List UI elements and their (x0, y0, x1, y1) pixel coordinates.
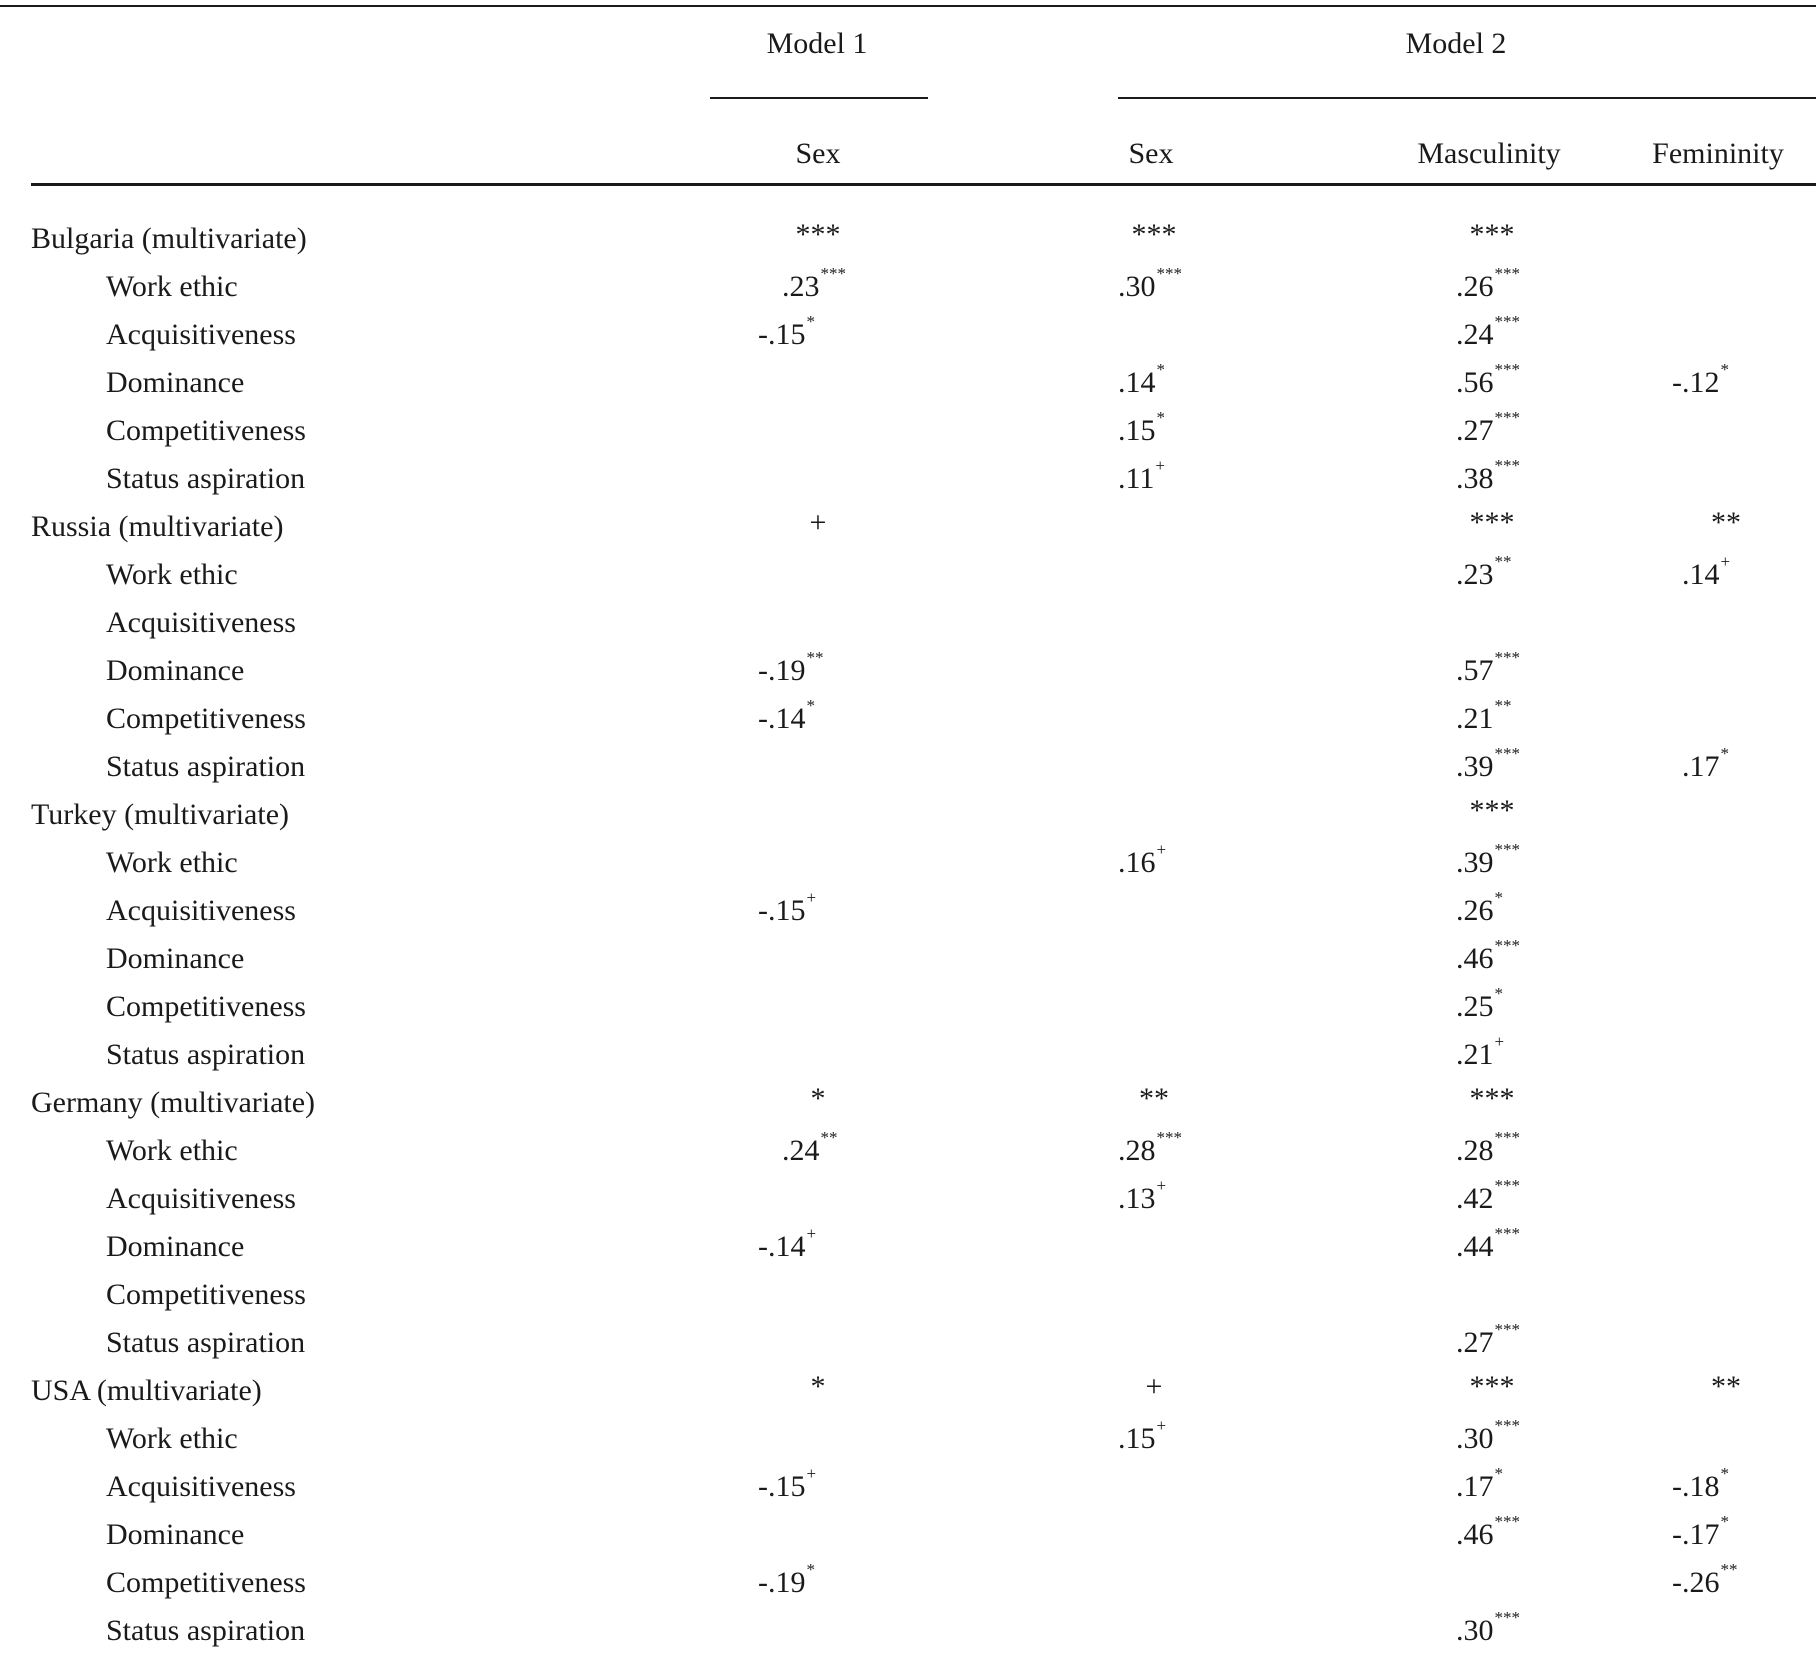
coefficient-cell (1456, 264, 1520, 305)
significance-marker: + (1155, 456, 1165, 475)
coefficient-cell (1456, 1176, 1520, 1217)
significance-marker: *** (1494, 1128, 1520, 1147)
row-label: Dominance (106, 1230, 245, 1263)
coefficient-value: .30 (1118, 270, 1156, 303)
group-significance: *** (795, 218, 841, 251)
row-label: Competitiveness (106, 414, 306, 447)
col-header-model2-sex: Sex (1128, 137, 1174, 170)
coefficient-cell (1118, 264, 1182, 305)
significance-marker: + (1156, 840, 1167, 859)
coefficient-value: -.15 (758, 1470, 806, 1503)
row-label: Competitiveness (106, 702, 306, 735)
row-label: Competitiveness (106, 1566, 306, 1599)
coefficient-value: .17 (1456, 1470, 1494, 1503)
significance-marker: * (1494, 888, 1503, 907)
significance-marker: *** (820, 264, 846, 283)
row-label: Status aspiration (106, 462, 306, 495)
coefficient-cell (1456, 456, 1520, 497)
coefficient-cell (1456, 888, 1503, 929)
significance-marker: *** (1494, 1416, 1520, 1435)
group-label: Germany (multivariate) (31, 1086, 316, 1119)
group-significance: *** (1131, 218, 1177, 251)
coefficient-cell (1456, 312, 1520, 353)
coefficient-value: -.14 (758, 1230, 806, 1263)
coefficient-value: .30 (1456, 1422, 1494, 1455)
coefficient-cell (758, 1464, 817, 1505)
group-significance: + (809, 506, 827, 539)
coefficient-value: .26 (1456, 894, 1494, 927)
row-label: Acquisitiveness (106, 894, 296, 927)
significance-marker: *** (1494, 312, 1520, 331)
coefficient-cell (758, 648, 824, 689)
row-label: Competitiveness (106, 1278, 306, 1311)
row-label: Dominance (106, 654, 245, 687)
coefficient-cell (1672, 1560, 1738, 1601)
coefficient-value: -.19 (758, 1566, 806, 1599)
significance-marker: *** (1494, 1608, 1520, 1627)
group-significance: *** (1469, 506, 1515, 539)
row-label: Dominance (106, 942, 245, 975)
significance-marker: * (806, 696, 815, 715)
row-label: Work ethic (106, 558, 238, 591)
significance-marker: *** (1156, 264, 1182, 283)
coefficient-value: .28 (1118, 1134, 1156, 1167)
significance-marker: *** (1494, 648, 1520, 667)
group-significance: ** (1139, 1082, 1169, 1115)
coefficient-value: -.18 (1672, 1470, 1720, 1503)
significance-marker: + (1156, 1176, 1167, 1195)
coefficient-value: .15 (1118, 1422, 1156, 1455)
significance-marker: *** (1494, 264, 1520, 283)
coefficient-value: .30 (1456, 1614, 1494, 1647)
significance-marker: + (806, 888, 817, 907)
coefficient-cell (1118, 840, 1167, 881)
coefficient-cell (1682, 552, 1731, 593)
coefficient-cell (1456, 696, 1512, 737)
coefficient-cell (1456, 1464, 1503, 1505)
row-label: Status aspiration (106, 1614, 306, 1647)
model1-underline (710, 97, 928, 99)
coefficient-value: .57 (1456, 654, 1494, 687)
coefficient-value: .27 (1456, 1326, 1494, 1359)
coefficient-value: .24 (782, 1134, 820, 1167)
row-label: Status aspiration (106, 750, 306, 783)
coefficient-value: .56 (1456, 366, 1494, 399)
coefficient-cell (1456, 552, 1512, 593)
group-label: Turkey (multivariate) (31, 798, 290, 831)
significance-marker: *** (1494, 456, 1520, 475)
coefficient-value: .24 (1456, 318, 1494, 351)
group-label: Bulgaria (multivariate) (31, 222, 307, 255)
coefficient-cell (758, 888, 817, 929)
model1-header: Model 1 (766, 27, 868, 60)
coefficient-cell (1118, 1176, 1167, 1217)
coefficient-cell (758, 1560, 815, 1601)
coefficient-cell (1456, 408, 1520, 449)
coefficient-value: -.26 (1672, 1566, 1720, 1599)
significance-marker: ** (820, 1128, 838, 1147)
coefficient-value: -.12 (1672, 366, 1720, 399)
coefficient-cell (782, 1128, 838, 1169)
coefficient-cell (1456, 1416, 1520, 1457)
coefficient-cell (1118, 360, 1165, 401)
row-label: Competitiveness (106, 990, 306, 1023)
coefficient-cell (1682, 744, 1729, 785)
significance-marker: * (1494, 1464, 1503, 1483)
group-significance: * (810, 1370, 826, 1403)
coefficient-cell (758, 1224, 817, 1265)
coefficient-value: .44 (1456, 1230, 1494, 1263)
significance-marker: + (1494, 1032, 1505, 1051)
row-label: Status aspiration (106, 1038, 306, 1071)
significance-marker: *** (1494, 408, 1520, 427)
group-label: Russia (multivariate) (31, 510, 284, 543)
coefficient-cell (1118, 1416, 1167, 1457)
coefficient-value: .27 (1456, 414, 1494, 447)
group-significance: *** (1469, 218, 1515, 251)
significance-marker: *** (1494, 840, 1520, 859)
group-significance: *** (1469, 1082, 1515, 1115)
row-label: Dominance (106, 1518, 245, 1551)
coefficient-value: .14 (1682, 558, 1720, 591)
coefficient-value: .46 (1456, 1518, 1494, 1551)
coefficient-cell (758, 696, 815, 737)
coefficient-cell (1456, 1032, 1505, 1073)
significance-marker: * (1720, 744, 1729, 763)
coefficient-value: .15 (1118, 414, 1156, 447)
coefficient-value: .21 (1456, 1038, 1494, 1071)
coefficient-value: -.15 (758, 894, 806, 927)
coefficient-value: .14 (1118, 366, 1156, 399)
coefficient-cell (1118, 456, 1165, 497)
top-rule (0, 5, 1816, 7)
row-label: Acquisitiveness (106, 1470, 296, 1503)
col-header-masculinity: Masculinity (1417, 137, 1561, 170)
coefficient-value: .11 (1118, 462, 1155, 495)
group-significance: *** (1469, 1370, 1515, 1403)
significance-marker: * (1720, 360, 1729, 379)
significance-marker: *** (1494, 1176, 1520, 1195)
coefficient-value: -.19 (758, 654, 806, 687)
coefficient-value: .13 (1118, 1182, 1156, 1215)
group-significance: ** (1711, 1370, 1741, 1403)
coefficient-value: -.15 (758, 318, 806, 351)
significance-marker: * (1494, 984, 1503, 1003)
coefficient-cell (782, 264, 846, 305)
coefficient-cell (1456, 1224, 1520, 1265)
coefficient-value: .28 (1456, 1134, 1494, 1167)
coefficient-cell (1456, 840, 1520, 881)
coefficient-cell (1672, 1464, 1729, 1505)
coefficient-value: .16 (1118, 846, 1156, 879)
significance-marker: * (1156, 360, 1165, 379)
significance-marker: *** (1494, 936, 1520, 955)
coefficient-cell (1672, 1512, 1729, 1553)
coefficient-value: .23 (1456, 558, 1494, 591)
significance-marker: *** (1494, 1224, 1520, 1243)
significance-marker: * (806, 1560, 815, 1579)
significance-marker: * (1720, 1512, 1729, 1531)
col-header-model1-sex: Sex (795, 137, 841, 170)
significance-marker: *** (1494, 744, 1520, 763)
coefficient-value: .38 (1456, 462, 1494, 495)
significance-marker: * (1720, 1464, 1729, 1483)
col-header-femininity: Femininity (1652, 137, 1784, 170)
group-significance: ** (1711, 506, 1741, 539)
coefficient-cell (758, 312, 815, 353)
row-label: Status aspiration (106, 1326, 306, 1359)
coefficient-cell (1456, 360, 1520, 401)
coefficient-value: .17 (1682, 750, 1720, 783)
group-significance: *** (1469, 794, 1515, 827)
coefficient-value: .21 (1456, 702, 1494, 735)
header-rule (31, 183, 1816, 186)
row-label: Dominance (106, 366, 245, 399)
significance-marker: * (1156, 408, 1165, 427)
coefficient-cell (1118, 1128, 1182, 1169)
coefficient-value: -.17 (1672, 1518, 1720, 1551)
coefficient-cell (1672, 360, 1729, 401)
coefficient-cell (1456, 1608, 1520, 1649)
coefficient-value: .26 (1456, 270, 1494, 303)
coefficient-value: -.14 (758, 702, 806, 735)
group-significance: + (1145, 1370, 1163, 1403)
significance-marker: + (806, 1464, 817, 1483)
significance-marker: ** (806, 648, 824, 667)
coefficient-value: .25 (1456, 990, 1494, 1023)
coefficient-value: .42 (1456, 1182, 1494, 1215)
coefficient-cell (1456, 984, 1503, 1025)
row-label: Work ethic (106, 846, 238, 879)
coefficient-cell (1456, 1128, 1520, 1169)
significance-marker: *** (1494, 1512, 1520, 1531)
coefficient-cell (1456, 1512, 1520, 1553)
coefficient-cell (1118, 408, 1165, 449)
significance-marker: ** (1720, 1560, 1738, 1579)
significance-marker: *** (1494, 1320, 1520, 1339)
row-label: Work ethic (106, 1134, 238, 1167)
significance-marker: + (1156, 1416, 1167, 1435)
coefficient-value: .23 (782, 270, 820, 303)
row-label: Work ethic (106, 270, 238, 303)
significance-marker: *** (1156, 1128, 1182, 1147)
model2-underline (1118, 97, 1816, 99)
coefficient-cell (1456, 1320, 1520, 1361)
row-label: Acquisitiveness (106, 1182, 296, 1215)
group-significance: * (810, 1082, 826, 1115)
group-label: USA (multivariate) (31, 1374, 262, 1407)
coefficient-cell (1456, 936, 1520, 977)
coefficient-value: .46 (1456, 942, 1494, 975)
significance-marker: * (806, 312, 815, 331)
coefficient-value: .39 (1456, 846, 1494, 879)
coefficient-value: .39 (1456, 750, 1494, 783)
significance-marker: + (1720, 552, 1731, 571)
significance-marker: *** (1494, 360, 1520, 379)
significance-marker: ** (1494, 696, 1512, 715)
row-label: Work ethic (106, 1422, 238, 1455)
row-label: Acquisitiveness (106, 318, 296, 351)
row-label: Acquisitiveness (106, 606, 296, 639)
significance-marker: ** (1494, 552, 1512, 571)
significance-marker: + (806, 1224, 817, 1243)
coefficient-cell (1456, 648, 1520, 689)
model2-header: Model 2 (1405, 27, 1507, 60)
coefficient-cell (1456, 744, 1520, 785)
